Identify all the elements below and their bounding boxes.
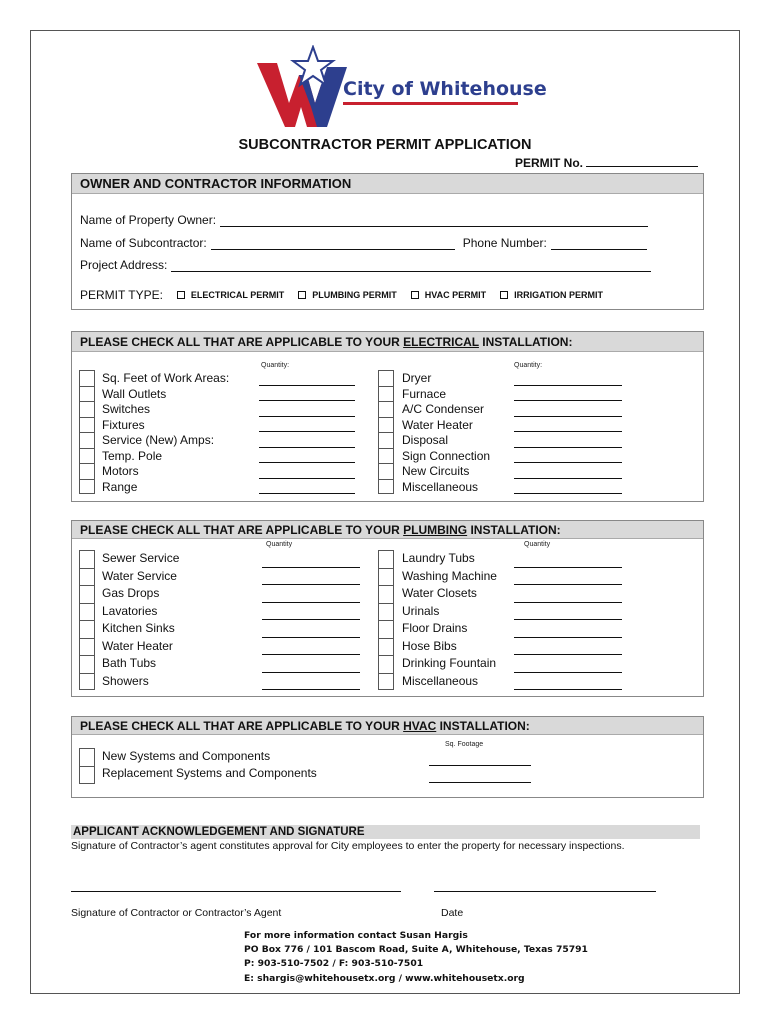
electrical-section: [71, 331, 704, 502]
plumbing-right-item: Miscellaneous: [402, 673, 479, 688]
electrical-left-quantity-field[interactable]: [259, 431, 355, 432]
plumbing-right-quantity-field[interactable]: [514, 637, 622, 638]
electrical-left-item: Fixtures: [102, 417, 145, 432]
date-label: Date: [441, 907, 464, 919]
property-owner-field[interactable]: [220, 215, 648, 227]
irrigation-permit-checkbox[interactable]: [500, 291, 508, 299]
subcontractor-label: Name of Subcontractor:: [80, 236, 207, 250]
hvac-sqft-field-1[interactable]: [429, 765, 531, 766]
electrical-left-checkbox-divider: [79, 479, 95, 480]
plumbing-left-item: Bath Tubs: [102, 656, 157, 670]
electrical-right-item: Furnace: [402, 386, 447, 401]
hvac-permit-label: HVAC PERMIT: [424, 290, 487, 300]
electrical-right-item: New Circuits: [402, 464, 470, 478]
plumbing-right-checkbox-divider: [378, 603, 394, 604]
subcontractor-field[interactable]: [211, 238, 455, 250]
property-owner-row: [80, 213, 648, 227]
electrical-left-item: Wall Outlets: [102, 386, 167, 401]
plumbing-permit-checkbox[interactable]: [298, 291, 306, 299]
electrical-left-checkbox-divider: [79, 417, 95, 418]
plumbing-heading: [72, 521, 703, 539]
plumbing-heading-prefix: PLEASE CHECK ALL THAT ARE APPLICABLE TO YOUR: [80, 523, 404, 537]
electrical-permit-label: ELECTRICAL PERMIT: [190, 290, 285, 300]
electrical-right-item: Dryer: [402, 371, 432, 385]
plumbing-left-checkbox-divider: [79, 655, 95, 656]
page-title: SUBCONTRACTOR PERMIT APPLICATION: [238, 137, 532, 153]
electrical-heading-suffix: INSTALLATION:: [478, 335, 573, 349]
electrical-left-checkbox-divider: [79, 386, 95, 387]
electrical-left-quantity-field[interactable]: [259, 478, 355, 479]
phone-label: Phone Number:: [462, 236, 547, 250]
subcontractor-row: [80, 236, 647, 250]
plumbing-left-quantity-field[interactable]: [262, 584, 360, 585]
plumbing-right-item: Urinals: [402, 603, 440, 618]
electrical-left-checkbox-divider: [79, 463, 95, 464]
phone-field[interactable]: [551, 238, 647, 250]
plumbing-left-quantity-field[interactable]: [262, 672, 360, 673]
plumbing-left-item: Water Service: [102, 568, 177, 583]
electrical-left-item: Switches: [102, 402, 151, 416]
plumbing-right-quantity-field[interactable]: [514, 654, 622, 655]
electrical-left-item: Service (New) Amps:: [102, 433, 215, 447]
plumbing-right-item: Hose Bibs: [402, 638, 457, 653]
plumbing-right-quantity-field[interactable]: [514, 619, 622, 620]
address-field[interactable]: [171, 260, 651, 272]
plumbing-left-quantity-field[interactable]: [262, 689, 360, 690]
permit-number-label: PERMIT No.: [515, 156, 583, 170]
contact-footer: [244, 929, 588, 986]
address-label: Project Address:: [80, 258, 168, 272]
electrical-right-item: Sign Connection: [402, 448, 491, 463]
acknowledgement-heading: APPLICANT ACKNOWLEDGEMENT AND SIGNATURE: [71, 825, 700, 839]
owner-section-heading: OWNER AND CONTRACTOR INFORMATION: [72, 174, 703, 194]
hvac-checkbox-divider: [79, 766, 95, 767]
electrical-qty-label-right: Quantity:: [514, 362, 543, 369]
footer-line: For more information contact Susan Hargis: [244, 930, 468, 941]
plumbing-left-quantity-field[interactable]: [262, 602, 360, 603]
electrical-left-item: Motors: [102, 464, 139, 478]
hvac-qty-label: Sq. Footage: [445, 741, 484, 748]
electrical-left-quantity-field[interactable]: [259, 385, 355, 386]
hvac-heading-suffix: INSTALLATION:: [436, 719, 530, 733]
electrical-right-item: Water Heater: [402, 417, 473, 432]
plumbing-right-item: Laundry Tubs: [402, 551, 475, 565]
plumbing-left-checkbox-divider: [79, 673, 95, 674]
plumbing-right-quantity-field[interactable]: [514, 602, 622, 603]
electrical-left-quantity-field[interactable]: [259, 400, 355, 401]
electrical-left-checkbox-divider: [79, 401, 95, 402]
plumbing-left-checkbox-divider: [79, 585, 95, 586]
permit-type-label: PERMIT TYPE:: [80, 288, 163, 302]
electrical-right-quantity-field[interactable]: [514, 447, 622, 448]
hvac-section: [71, 716, 704, 798]
plumbing-qty-label-right: Quantity: [524, 541, 551, 548]
electrical-right-item: Miscellaneous: [402, 479, 479, 494]
w-star-logo-icon: [255, 45, 355, 130]
electrical-right-quantity-field[interactable]: [514, 462, 622, 463]
hvac-item-replacement: Replacement Systems and Components: [102, 766, 317, 780]
electrical-right-checkbox-divider: [378, 448, 394, 449]
electrical-left-item: Temp. Pole: [102, 448, 163, 463]
plumbing-left-item: Showers: [102, 673, 149, 688]
plumbing-right-checkbox-divider: [378, 655, 394, 656]
plumbing-right-checkbox-divider: [378, 673, 394, 674]
owner-contractor-section: [71, 173, 704, 310]
plumbing-left-checkbox-divider: [79, 568, 95, 569]
electrical-qty-label-left: Quantity:: [261, 362, 290, 369]
plumbing-right-item: Washing Machine: [402, 568, 497, 583]
electrical-right-quantity-field[interactable]: [514, 431, 622, 432]
permit-number: [515, 156, 698, 170]
electrical-permit-checkbox[interactable]: [177, 291, 185, 299]
permit-number-field[interactable]: [586, 156, 698, 167]
electrical-left-checkbox-divider: [79, 448, 95, 449]
plumbing-left-item: Sewer Service: [102, 551, 180, 565]
plumbing-section: [71, 520, 704, 697]
electrical-right-item: A/C Condenser: [402, 402, 485, 416]
electrical-heading-prefix: PLEASE CHECK ALL THAT ARE APPLICABLE TO YOUR: [80, 335, 404, 349]
logo-text: City of Whitehouse: [343, 78, 547, 100]
plumbing-right-quantity-field[interactable]: [514, 689, 622, 690]
plumbing-right-item: Floor Drains: [402, 621, 468, 635]
plumbing-left-item: Kitchen Sinks: [102, 621, 175, 635]
electrical-left-item: Sq. Feet of Work Areas:: [102, 371, 230, 385]
footer-line: PO Box 776 / 101 Bascom Road, Suite A, Whitehouse, Texas 75791: [244, 944, 588, 956]
hvac-permit-checkbox[interactable]: [411, 291, 419, 299]
plumbing-heading-suffix: INSTALLATION:: [467, 523, 561, 537]
property-owner-label: Name of Property Owner:: [80, 213, 217, 227]
electrical-left-item: Range: [102, 479, 138, 494]
signature-label: Signature of Contractor or Contractor’s Agent: [71, 907, 282, 919]
electrical-right-quantity-field[interactable]: [514, 493, 622, 494]
footer-line: P: 903-510-7502 / F: 903-510-7501: [244, 958, 424, 970]
plumbing-right-quantity-field[interactable]: [514, 672, 622, 673]
electrical-heading: [72, 332, 703, 352]
plumbing-permit-label: PLUMBING PERMIT: [312, 290, 397, 300]
electrical-right-checkbox-divider: [378, 432, 394, 433]
plumbing-right-item: Drinking Fountain: [402, 656, 497, 670]
plumbing-heading-em: PLUMBING: [403, 523, 468, 537]
plumbing-right-item: Water Closets: [402, 586, 477, 600]
electrical-left-checkbox-divider: [79, 432, 95, 433]
electrical-right-item: Disposal: [402, 433, 449, 447]
electrical-right-quantity-field[interactable]: [514, 416, 622, 417]
plumbing-right-quantity-field[interactable]: [514, 584, 622, 585]
electrical-left-quantity-field[interactable]: [259, 416, 355, 417]
acknowledgement-text: Signature of Contractor’s agent constitutes approval for City employees to enter the property for necessary inspections.: [71, 840, 625, 852]
electrical-left-quantity-field[interactable]: [259, 462, 355, 463]
plumbing-left-item: Lavatories: [102, 603, 158, 618]
signature-field[interactable]: [71, 891, 401, 892]
plumbing-right-checkbox-divider: [378, 620, 394, 621]
electrical-heading-em: ELECTRICAL: [403, 335, 479, 349]
hvac-heading: [72, 717, 703, 735]
plumbing-left-quantity-field[interactable]: [262, 637, 360, 638]
plumbing-left-checkbox-divider: [79, 638, 95, 639]
electrical-right-checkbox-divider: [378, 417, 394, 418]
plumbing-left-quantity-field[interactable]: [262, 619, 360, 620]
plumbing-right-quantity-field[interactable]: [514, 567, 622, 568]
plumbing-left-quantity-field[interactable]: [262, 654, 360, 655]
plumbing-left-checkbox-divider: [79, 620, 95, 621]
electrical-right-quantity-field[interactable]: [514, 478, 622, 479]
plumbing-left-item: Gas Drops: [102, 586, 160, 600]
plumbing-right-checkbox-divider: [378, 568, 394, 569]
irrigation-permit-label: IRRIGATION PERMIT: [514, 290, 603, 300]
electrical-right-quantity-field[interactable]: [514, 400, 622, 401]
plumbing-qty-label-left: Quantity: [266, 541, 293, 548]
electrical-right-checkbox-divider: [378, 386, 394, 387]
electrical-right-checkbox-divider: [378, 463, 394, 464]
footer-line: E: shargis@whitehousetx.org / www.whitehousetx.org: [244, 972, 525, 984]
date-field[interactable]: [434, 891, 656, 892]
plumbing-right-checkbox-divider: [378, 638, 394, 639]
address-row: [80, 258, 651, 272]
electrical-left-quantity-field[interactable]: [259, 493, 355, 494]
hvac-heading-prefix: PLEASE CHECK ALL THAT ARE APPLICABLE TO YOUR: [80, 719, 404, 733]
hvac-sqft-field-2[interactable]: [429, 782, 531, 783]
plumbing-left-quantity-field[interactable]: [262, 567, 360, 568]
plumbing-left-checkbox-divider: [79, 603, 95, 604]
hvac-heading-em: HVAC: [403, 719, 437, 733]
permit-type-row: [80, 288, 603, 302]
electrical-left-quantity-field[interactable]: [259, 447, 355, 448]
electrical-right-checkbox-divider: [378, 479, 394, 480]
electrical-right-quantity-field[interactable]: [514, 385, 622, 386]
hvac-item-new: New Systems and Components: [102, 749, 271, 763]
plumbing-left-item: Water Heater: [102, 638, 173, 653]
electrical-right-checkbox-divider: [378, 401, 394, 402]
plumbing-right-checkbox-divider: [378, 585, 394, 586]
city-logo: [255, 45, 547, 130]
logo-underline: [343, 102, 518, 105]
